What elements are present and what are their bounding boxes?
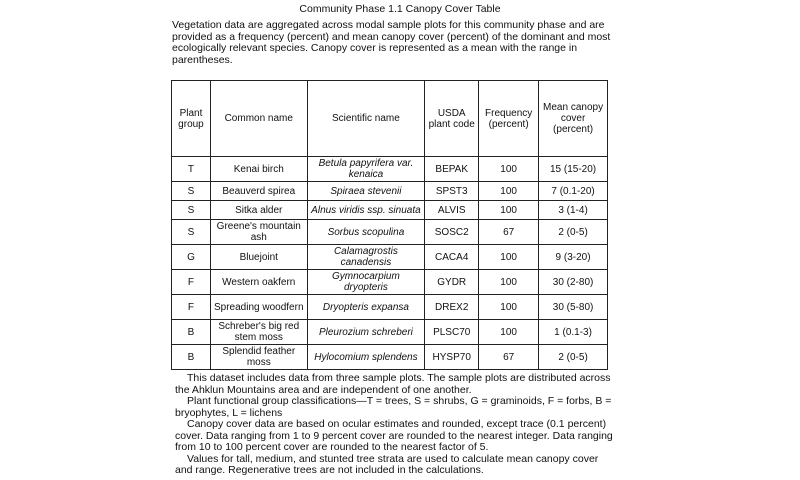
cell-usda-code: SPST3 (425, 182, 479, 201)
page-title: Community Phase 1.1 Canopy Cover Table (299, 3, 501, 15)
cell-scientific-name: Calamagrostis canadensis (307, 245, 425, 270)
cell-usda-code: PLSC70 (425, 320, 479, 345)
cell-plant-group: S (172, 201, 211, 220)
cell-common-name: Spreading woodfern (210, 295, 307, 320)
cell-common-name: Sitka alder (210, 201, 307, 220)
cell-usda-code: ALVIS (425, 201, 479, 220)
cell-usda-code: GYDR (425, 270, 479, 295)
cell-frequency: 100 (479, 295, 539, 320)
cell-common-name: Greene's mountain ash (210, 220, 307, 245)
header-usda-code: USDA plant code (425, 81, 479, 157)
table-row (172, 201, 608, 220)
cell-usda-code: DREX2 (425, 295, 479, 320)
table-row (172, 245, 608, 270)
cell-plant-group: G (172, 245, 211, 270)
header-plant-group: Plant group (172, 81, 211, 157)
cell-mean-cover: 2 (0-5) (539, 220, 608, 245)
cell-scientific-name: Sorbus scopulina (307, 220, 425, 245)
cell-scientific-name: Gymnocarpium dryopteris (307, 270, 425, 295)
table-row (172, 345, 608, 370)
cell-mean-cover: 15 (15-20) (539, 157, 608, 182)
cell-frequency: 100 (479, 320, 539, 345)
table-row (172, 320, 608, 345)
cell-common-name: Schreber's big red stem moss (210, 320, 307, 345)
cell-usda-code: SOSC2 (425, 220, 479, 245)
table-header-row (172, 81, 608, 157)
cell-mean-cover: 2 (0-5) (539, 345, 608, 370)
table-row (172, 295, 608, 320)
cell-frequency: 67 (479, 345, 539, 370)
cell-scientific-name: Spiraea stevenii (307, 182, 425, 201)
cell-mean-cover: 30 (5-80) (539, 295, 608, 320)
cell-frequency: 100 (479, 182, 539, 201)
table-row (172, 157, 608, 182)
cell-plant-group: S (172, 182, 211, 201)
table-notes (175, 373, 615, 477)
cell-plant-group: S (172, 220, 211, 245)
note-plant-groups: Plant functional group classifications—T = trees, S = shrubs, G = graminoids, F = forbs, B = bryophytes, L = lichens (175, 395, 612, 419)
cell-mean-cover: 30 (2-80) (539, 270, 608, 295)
cell-common-name: Bluejoint (210, 245, 307, 270)
header-mean-cover: Mean canopy cover (percent) (539, 81, 608, 157)
note-tree-strata: Values for tall, medium, and stunted tree strata are used to calculate mean canopy cover and range. Regenerative trees are not included in the calculations. (175, 452, 599, 476)
cell-scientific-name: Betula papyrifera var. kenaica (307, 157, 425, 182)
header-common-name: Common name (210, 81, 307, 157)
cell-plant-group: B (172, 320, 211, 345)
cell-frequency: 100 (479, 157, 539, 182)
note-sample-plots: This dataset includes data from three sample plots. The sample plots are distributed across the Ahklun Mountains area and are independent of one another. (175, 372, 611, 396)
cell-usda-code: BEPAK (425, 157, 479, 182)
cell-mean-cover: 9 (3-20) (539, 245, 608, 270)
cell-scientific-name: Dryopteris expansa (307, 295, 425, 320)
cell-mean-cover: 3 (1-4) (539, 201, 608, 220)
cell-plant-group: B (172, 345, 211, 370)
cell-usda-code: HYSP70 (425, 345, 479, 370)
cell-plant-group: F (172, 295, 211, 320)
note-canopy-cover: Canopy cover data are based on ocular estimates and rounded, except trace (0.1 percent) cover. Data ranging from 1 to 9 percent cover are rounded to the nearest integer. Data ranging from 10 to 100 percent cover are rounded to the nearest factor of 5. (175, 418, 613, 453)
table-row (172, 220, 608, 245)
canopy-cover-table (171, 80, 608, 370)
cell-common-name: Kenai birch (210, 157, 307, 182)
table-row (172, 270, 608, 295)
cell-scientific-name: Pleurozium schreberi (307, 320, 425, 345)
header-frequency: Frequency (percent) (479, 81, 539, 157)
cell-frequency: 100 (479, 245, 539, 270)
cell-common-name: Splendid feather moss (210, 345, 307, 370)
cell-usda-code: CACA4 (425, 245, 479, 270)
cell-frequency: 100 (479, 201, 539, 220)
cell-common-name: Western oakfern (210, 270, 307, 295)
header-scientific-name: Scientific name (307, 81, 425, 157)
cell-scientific-name: Alnus viridis ssp. sinuata (307, 201, 425, 220)
intro-paragraph: Vegetation data are aggregated across modal sample plots for this community phase and are provided as a frequency (percent) and mean canopy cover (percent) of the dominant and most ecologically relevant species. Canopy cover is represented as a mean with the range in parentheses. (172, 19, 611, 66)
cell-frequency: 67 (479, 220, 539, 245)
cell-plant-group: T (172, 157, 211, 182)
cell-mean-cover: 7 (0.1-20) (539, 182, 608, 201)
cell-common-name: Beauverd spirea (210, 182, 307, 201)
cell-frequency: 100 (479, 270, 539, 295)
table-row (172, 182, 608, 201)
cell-mean-cover: 1 (0.1-3) (539, 320, 608, 345)
cell-scientific-name: Hylocomium splendens (307, 345, 425, 370)
cell-plant-group: F (172, 270, 211, 295)
